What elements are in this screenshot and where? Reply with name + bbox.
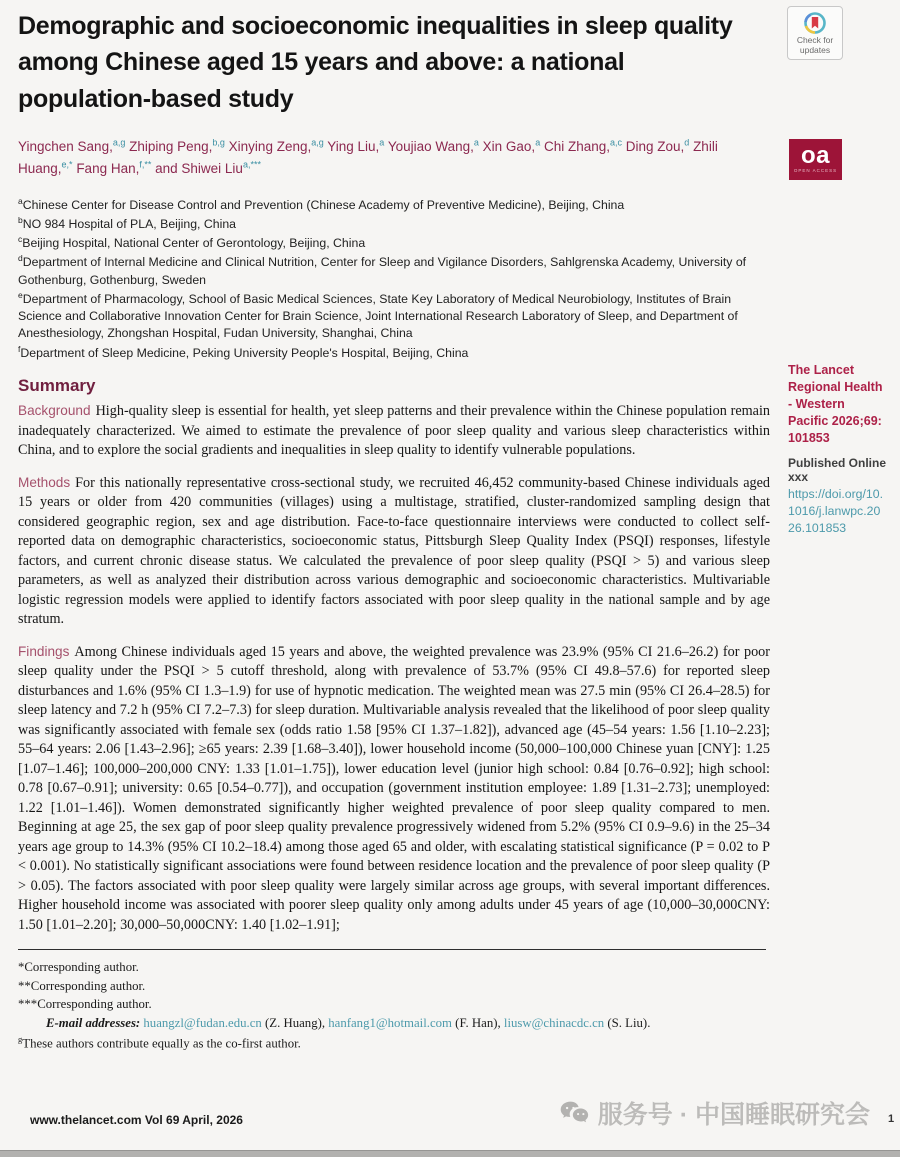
page-title: Demographic and socioeconomic inequalities in sleep quality among Chinese aged 15 years and above: a national population-based study [18, 12, 733, 113]
affiliation-item: $^e$Department of Pharmacology, School of Basic Medical Sciences, State Key Laboratory of Medical Neurobiology, Institutes of Brain Science and Collaborative Innovation Center for Brain Science, Joint International Research Laboratory of Sleep, and Department of Anesthesiology, Zhongshan Hospital, Fudan University, Shanghai, China [18, 289, 738, 341]
author-name: Youjiao Wang,$^a$ [384, 137, 479, 155]
summary-heading: Summary [18, 375, 96, 395]
author-name: Zhiping Peng,$^{b,g}$ [125, 137, 225, 155]
equal-contribution-note: $^g$These authors contribute equally as the co-first author. [18, 1033, 301, 1050]
watermark [560, 1095, 870, 1131]
footer-journal-info: www.thelancet.com Vol 69 April, 2026 [30, 1113, 243, 1127]
footnote-line: **Corresponding author. [18, 978, 146, 993]
sidebar-doi-link[interactable]: https://doi.org/10.1016/j.lanwpc.2026.101853 [788, 487, 884, 535]
author-superscript: a [535, 137, 541, 148]
summary-paragraph-background [18, 402, 770, 461]
open-access-badge[interactable] [789, 139, 842, 180]
author-name: Ding Zou,$^d$ [622, 137, 690, 155]
footnote-divider [18, 949, 766, 950]
footnote-line: *Corresponding author. [18, 960, 139, 975]
open-access-sublabel: OPEN ACCESS [793, 168, 838, 174]
footnote-line: ***Corresponding author. [18, 997, 152, 1012]
author-name: Chi Zhang,$^{a,c}$ [540, 137, 623, 155]
footnote-email-line [18, 1014, 770, 1033]
paragraph-label: Findings [18, 643, 70, 659]
sidebar [788, 362, 886, 536]
affiliations [18, 196, 770, 362]
author-name: Zhili Huang,$^{e,*}$ [18, 139, 718, 176]
author-name: Ying Liu,$^a$ [323, 137, 385, 155]
email-link[interactable]: huangzl@fudan.edu.cn [143, 1016, 262, 1031]
bottom-edge [0, 1150, 900, 1157]
check-updates-icon [802, 10, 828, 36]
author-superscript: a,c [610, 137, 623, 148]
open-access-label: oa [800, 141, 830, 169]
summary-paragraph-methods [18, 474, 770, 630]
email-name: (Z. Huang), [261, 1016, 329, 1031]
check-for-updates-badge[interactable] [787, 6, 843, 60]
wechat-icon [560, 1096, 590, 1130]
email-link[interactable]: hanfang1@hotmail.com [328, 1016, 452, 1031]
author-superscript: a [473, 137, 479, 148]
affiliation-item: $^c$Beijing Hospital, National Center of Gerontology, Beijing, China [18, 234, 366, 251]
email-name: (S. Liu). [604, 1016, 651, 1031]
paragraph-label: Background [18, 402, 91, 418]
affiliation-item: $^d$Department of Internal Medicine and Clinical Nutrition, Center for Sleep and Vigilance Disorders, Sahlgrenska Academy, University of Gothenburg, Gothenburg, Sweden [18, 253, 747, 287]
author-superscript: a [379, 137, 385, 148]
author-superscript: b,g [212, 137, 225, 148]
author-name: Xinying Zeng,$^{a,g}$ [224, 137, 324, 155]
author-superscript: d [684, 137, 690, 148]
email-link[interactable]: liusw@chinacdc.cn [503, 1016, 605, 1031]
paragraph-text: Among Chinese individuals aged 15 years and above, the weighted prevalence was 23.9% (95% CI 21.6–26.2) for poor sleep quality under the PSQI > 5 cutoff threshold, along with prevalence of 53.7% (95% CI 49.8–57.6) for reported sleep disturbances and 1.6% (95% CI 1.3–1.9) for use of hypnotic medication. The weighted mean was 27.5 min (95% CI 26.4–28.5) for sleep latency and 7.2 h (95% CI 7.2–7.3) for sleep duration. Multivariable analysis revealed that the likelihood of poor sleep quality was significantly associated with female sex (odds ratio 1.58 [95% CI 1.37–1.82]), advanced age (45–54 years: 1.56 [1.10–2.23]; 55–64 years: 2.06 [1.43–2.96]; ≥65 years: 2.39 [1.68–3.40]), lower household income (50,000–100,000 Chinese yuan [CNY]: 1.25 [1.07–1.46]; 100,000–200,000 CNY: 1.33 [1.01–1.75]), lower education level (junior high school: 0.84 [0.76–0.92]; high school: 0.78 [0.67–0.91]; university: 0.65 [0.54–0.77]), and occupation (government institution employee: 1.89 [1.31–2.73]; unemployed: 1.22 [1.01–1.46]). Women demonstrated significantly higher weighted prevalence of poor sleep quality compared to men. Beginning at age 25, the sex gap of poor sleep quality prevalence progressively widened from 5.2% (95% CI 0.9–9.6) in the 25–34 years age group to 14.3% (95% CI 10.2–18.4) among those aged 65 and older, with escalating statistical significance (P = 0.02 to P < 0.001). No statistically significant associations were found between residence location and the prevalence of poor sleep quality (P > 0.05). The factors associated with poor sleep quality were largely similar across age groups, with several important differences. Higher household income was associated with poorer sleep quality only among adults under 45 years of age (10,000–30,000CNY: 1.50 [1.01–2.20]; 30,000–50,000CNY: 1.40 [1.02–1.91]; [18, 643, 770, 933]
author-name: Xin Gao,$^a$ [478, 137, 541, 155]
authors-line [18, 137, 770, 180]
page-number: 1 [888, 1113, 895, 1125]
watermark-text: 服务号 · 中国睡眠研究会 [597, 1101, 870, 1129]
author-superscript: e,* [61, 159, 73, 170]
paragraph-text: For this nationally representative cross-sectional study, we recruited 46,452 community-based Chinese individuals aged 15 years or older from 420 communities (villages) using a multistage, stratified, cluster-randomized sampling design that considered geographic region, sex and age distribution. Face-to-face questionnaire interviews were conducted to collect self-reported data on demographic characteristics, socioeconomic status, Pittsburgh Sleep Quality Index (PSQI) responses, lifestyle factors, and current chronic disease status. We calculated the prevalence of poor sleep quality (PSQI > 5) and various sleep parameters, as well as analyzed their distribution across various demographic and socioeconomic characteristics. Multivariable logistic regression models were applied to identify factors associated with poor sleep quality in the national sample and by age stratum. [18, 474, 770, 628]
author-name: Yingchen Sang,$^{a,g}$ [18, 137, 126, 155]
author-superscript: a,*** [242, 159, 261, 170]
affiliation-item: $^a$Chinese Center for Disease Control and Prevention (Chinese Academy of Preventive Medicine), Beijing, China [18, 195, 625, 212]
email-name: (F. Han), [451, 1016, 504, 1031]
email-addresses-label: E-mail addresses: [46, 1016, 141, 1031]
affiliation-item: $^b$NO 984 Hospital of PLA, Beijing, China [18, 214, 236, 231]
sidebar-journal-ref: The Lancet Regional Health - Western Pacific 2026;69: 101853 [788, 363, 883, 445]
sidebar-published-online: Published Online xxx [788, 456, 887, 485]
footnotes [18, 958, 770, 1052]
paragraph-text: High-quality sleep is essential for health, yet sleep patterns and their prevalence within the Chinese population remain inadequately characterized. We aimed to estimate the prevalence of poor sleep quality and various sleep characteristics within China, and to explore the social gradients and inequalities in sleep quality to identify vulnerable populations. [18, 402, 770, 459]
affiliation-item: $^f$Department of Sleep Medicine, Peking University People's Hospital, Beijing, China [18, 343, 469, 360]
check-updates-label: Check for updates [796, 35, 834, 55]
main-column [18, 8, 770, 1052]
author-superscript: f,** [139, 159, 152, 170]
summary-paragraph-findings [18, 643, 770, 936]
paragraph-label: Methods [18, 474, 71, 490]
author-name: Fang Han,$^{f,**}$ [72, 159, 152, 176]
author-superscript: a,g [311, 137, 324, 148]
summary-section [18, 376, 770, 935]
author-name: and Shiwei Liu$^{a,***}$ [151, 159, 261, 176]
author-superscript: a,g [112, 137, 126, 148]
